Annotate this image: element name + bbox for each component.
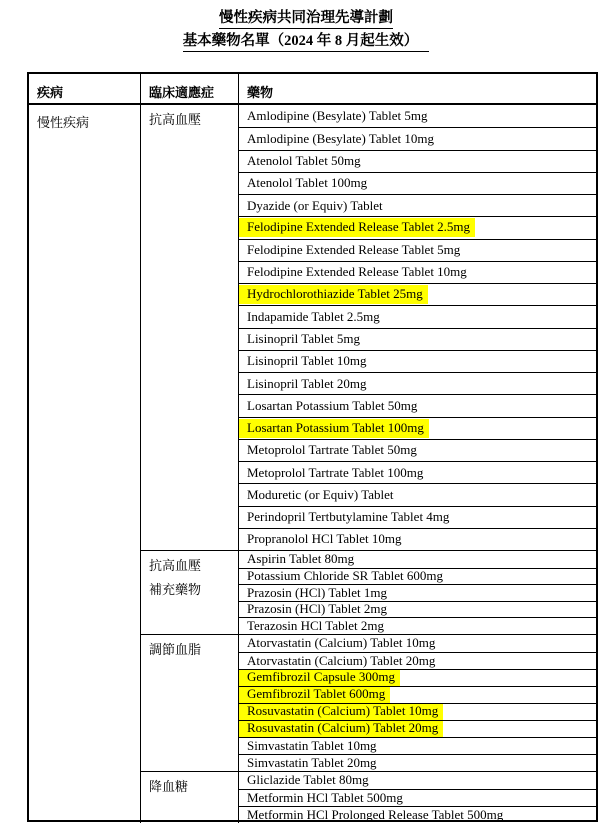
indication-section xyxy=(141,771,596,823)
drug-name: Potassium Chloride SR Tablet 600mg xyxy=(247,568,444,584)
indication-label: 抗高血壓 xyxy=(149,558,202,573)
drug-name: Lisinopril Tablet 10mg xyxy=(247,353,367,369)
drug-name: Metoprolol Tartrate Tablet 50mg xyxy=(247,442,417,458)
drug-name: Felodipine Extended Release Tablet 5mg xyxy=(247,242,461,258)
document-subtitle xyxy=(0,32,612,52)
drug-row xyxy=(239,635,596,652)
drug-name: Atorvastatin (Calcium) Tablet 20mg xyxy=(247,652,436,668)
drug-name: Gliclazide Tablet 80mg xyxy=(247,772,369,787)
indication-cell xyxy=(141,551,239,634)
drug-name: Atenolol Tablet 50mg xyxy=(247,153,361,169)
drug-row xyxy=(239,194,596,216)
indication-cell xyxy=(141,772,239,823)
indication-cell xyxy=(141,635,239,771)
column-header-drug: 藥物 xyxy=(247,85,274,100)
indication-label: 抗高血壓 xyxy=(149,112,202,127)
drug-name-highlighted: Felodipine Extended Release Tablet 2.5mg xyxy=(239,218,475,237)
drug-row xyxy=(239,506,596,528)
drug-row xyxy=(239,772,596,789)
table-body xyxy=(29,105,596,823)
disease-cell: 慢性疾病 xyxy=(29,105,141,823)
drug-name: Dyazide (or Equiv) Tablet xyxy=(247,197,383,213)
indication-label: 調節血脂 xyxy=(149,641,202,657)
drug-name: Metformin HCl Prolonged Release Tablet 500mg xyxy=(247,806,504,822)
drug-list-table xyxy=(27,72,598,822)
drug-name: Felodipine Extended Release Tablet 10mg xyxy=(247,264,467,280)
drug-name: Metformin HCl Tablet 500mg xyxy=(247,789,403,805)
document-header xyxy=(0,0,612,52)
drug-name: Metoprolol Tartrate Tablet 100mg xyxy=(247,464,424,480)
indication-label: 補充藥物 xyxy=(149,582,202,597)
drug-row xyxy=(239,283,596,305)
drug-row xyxy=(239,617,596,634)
drug-name: Moduretic (or Equiv) Tablet xyxy=(247,486,394,502)
drug-name: Prazosin (HCl) Tablet 2mg xyxy=(247,601,388,617)
document-title xyxy=(0,9,612,29)
drug-name: Losartan Potassium Tablet 50mg xyxy=(247,397,418,413)
indication-section xyxy=(141,550,596,634)
drug-row xyxy=(239,439,596,461)
drug-name-highlighted: Rosuvastatin (Calcium) Tablet 20mg xyxy=(239,720,443,737)
drug-name: Indapamide Tablet 2.5mg xyxy=(247,308,380,324)
drug-name: Perindopril Tertbutylamine Tablet 4mg xyxy=(247,509,450,525)
drug-list xyxy=(239,635,596,771)
drug-row xyxy=(239,150,596,172)
drug-name: Simvastatin Tablet 10mg xyxy=(247,737,377,753)
drug-name-highlighted: Rosuvastatin (Calcium) Tablet 10mg xyxy=(239,703,443,720)
drug-row xyxy=(239,372,596,394)
indication-cell xyxy=(141,105,239,550)
drug-name: Amlodipine (Besylate) Tablet 5mg xyxy=(247,108,428,124)
document-title-text: 慢性疾病共同治理先導計劃 xyxy=(219,10,393,29)
drug-row xyxy=(239,483,596,505)
drug-name-highlighted: Gemfibrozil Tablet 600mg xyxy=(239,686,390,703)
drug-name-highlighted: Hydrochlorothiazide Tablet 25mg xyxy=(239,285,428,304)
drug-row xyxy=(239,105,596,127)
drug-row xyxy=(239,754,596,771)
drug-name: Prazosin (HCl) Tablet 1mg xyxy=(247,584,388,600)
drug-row xyxy=(239,461,596,483)
drug-row xyxy=(239,703,596,720)
drug-name: Atenolol Tablet 100mg xyxy=(247,175,368,191)
drug-row xyxy=(239,127,596,149)
table-header-row xyxy=(29,74,596,105)
drug-name: Aspirin Tablet 80mg xyxy=(247,551,355,567)
drug-row xyxy=(239,239,596,261)
drug-name: Terazosin HCl Tablet 2mg xyxy=(247,617,384,633)
drug-row xyxy=(239,394,596,416)
drug-row xyxy=(239,551,596,568)
drug-name-highlighted: Gemfibrozil Capsule 300mg xyxy=(239,669,400,686)
drug-row xyxy=(239,669,596,686)
indication-label: 降血糖 xyxy=(149,778,189,794)
drug-row xyxy=(239,350,596,372)
drug-row xyxy=(239,789,596,806)
drug-row xyxy=(239,568,596,585)
drug-name: Propranolol HCl Tablet 10mg xyxy=(247,531,402,547)
drug-row xyxy=(239,720,596,737)
drug-name: Simvastatin Tablet 20mg xyxy=(247,754,377,770)
drug-row xyxy=(239,601,596,618)
indication-section xyxy=(141,634,596,771)
drug-row xyxy=(239,172,596,194)
drug-row xyxy=(239,216,596,238)
drug-row xyxy=(239,417,596,439)
drug-row xyxy=(239,686,596,703)
drug-row xyxy=(239,305,596,327)
drug-row xyxy=(239,261,596,283)
drug-list xyxy=(239,772,596,823)
drug-name: Amlodipine (Besylate) Tablet 10mg xyxy=(247,130,434,146)
drug-row xyxy=(239,652,596,669)
indication-sections xyxy=(141,105,596,823)
drug-row xyxy=(239,806,596,823)
column-header-indication: 臨床適應症 xyxy=(141,74,239,103)
drug-row xyxy=(239,737,596,754)
column-header-disease: 疾病 xyxy=(29,74,141,103)
drug-list xyxy=(239,551,596,634)
indication-section xyxy=(141,105,596,550)
drug-name: Lisinopril Tablet 5mg xyxy=(247,331,360,347)
drug-name: Atorvastatin (Calcium) Tablet 10mg xyxy=(247,635,436,650)
drug-name: Lisinopril Tablet 20mg xyxy=(247,375,367,391)
document-subtitle-text: 基本藥物名單（2024 年 8 月起生效） xyxy=(183,33,430,52)
drug-row xyxy=(239,328,596,350)
drug-list xyxy=(239,105,596,550)
drug-name-highlighted: Losartan Potassium Tablet 100mg xyxy=(239,419,429,438)
drug-row xyxy=(239,584,596,601)
drug-row xyxy=(239,528,596,550)
